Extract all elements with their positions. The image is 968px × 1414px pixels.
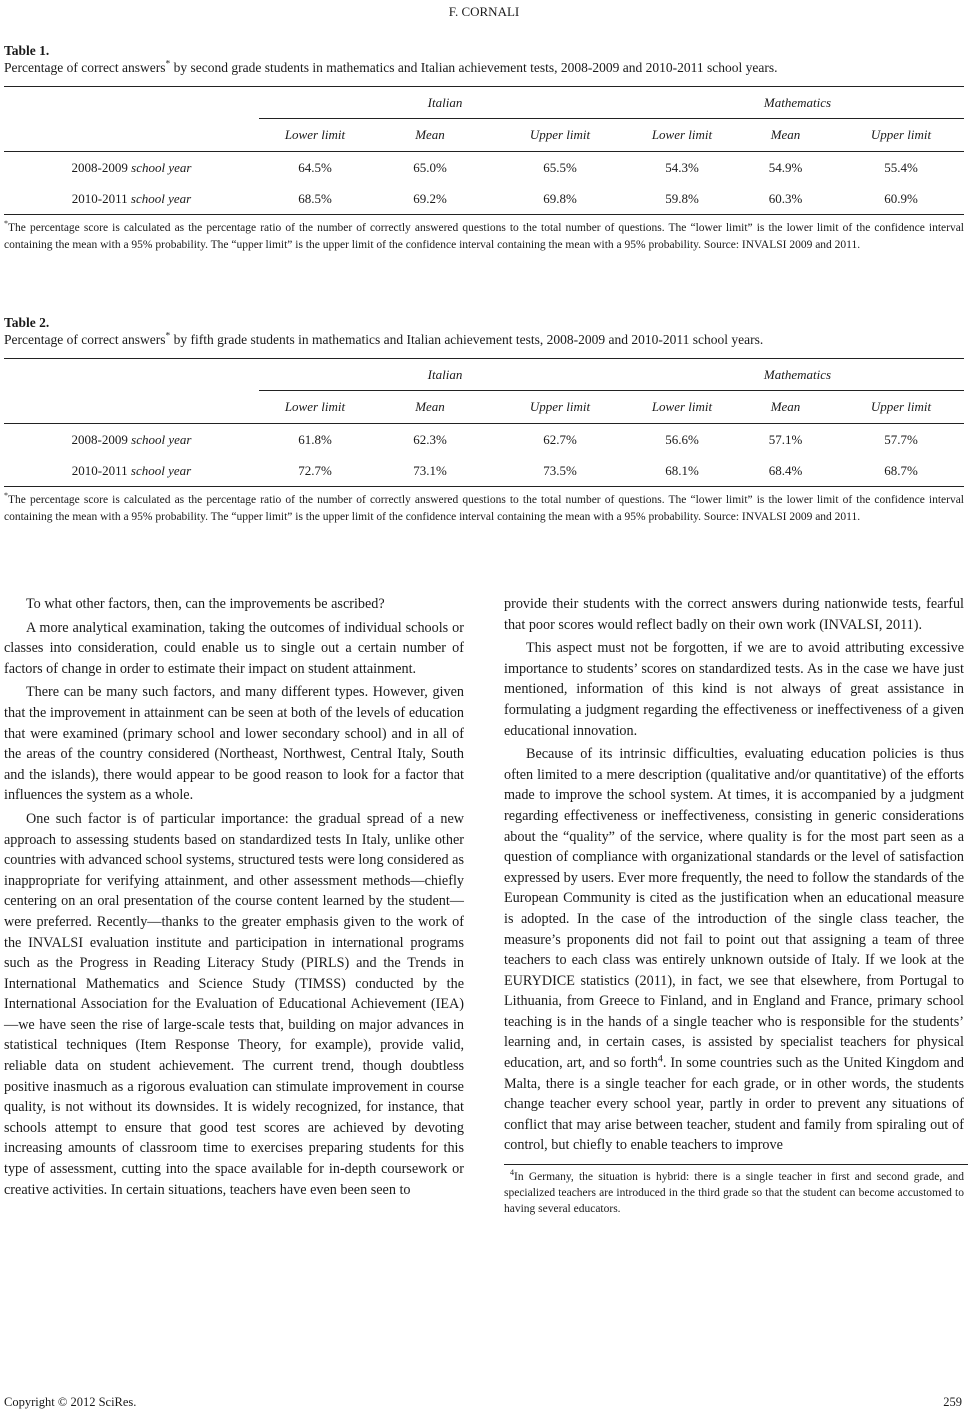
table-2-col-header: Mean	[371, 391, 489, 424]
table-2	[4, 358, 964, 487]
row-label	[4, 455, 259, 487]
table-cell: 68.1%	[631, 455, 733, 487]
table-cell: 60.3%	[733, 183, 838, 215]
table-1-note	[4, 220, 964, 254]
table-cell: 68.4%	[733, 455, 838, 487]
table-cell: 69.2%	[371, 183, 489, 215]
paragraph-part: . In some countries such as the United Kingdom and Malta, there is a single teacher for each grade, or in other words, the students change teacher every school year, partly in order to prevent any situations of conflict that may arise between teacher, student and family from spiraling out of control, but chiefly to enable teachers to improve	[504, 1055, 965, 1154]
table-1-col-header: Mean	[371, 119, 489, 152]
table-2-col-header: Lower limit	[259, 391, 371, 424]
table-cell: 59.8%	[631, 183, 733, 215]
footnote-text: In Germany, the situation is hybrid: there is a single teacher in first and second grade, and specialized teachers are introduced in the third grade so that the student can become accustomed to having several educators.	[504, 1171, 964, 1216]
table-row	[4, 424, 964, 456]
table-2-note	[4, 492, 964, 526]
table-cell: 73.1%	[371, 455, 489, 487]
table-cell: 73.5%	[489, 455, 631, 487]
table-1-label: Table 1.	[4, 43, 50, 58]
table-2-note-text: The percentage score is calculated as the percentage ratio of the number of correctly answered questions to the total number of questions. The “lower limit” is the lower limit of the confidence interval containing the mean with a 95% probability. The “upper limit” is the upper limit of the confidence interval containing the mean with a 95% probability. Source: INVALSI 2009 and 2011.	[4, 494, 964, 523]
row-label	[4, 424, 259, 456]
table-2-caption	[4, 314, 964, 348]
table-1-col-header: Lower limit	[631, 119, 733, 152]
body-paragraph: This aspect must not be forgotten, if we are to avoid attributing excessive importance to students’ scores on standardized tests. As in the case we have just mentioned, information of this kind is not always of great assistance in formulating a judgment regarding the effectiveness or ineffectiveness of a given educational innovation.	[504, 640, 964, 739]
table-cell: 57.7%	[884, 431, 918, 447]
table-1-caption-post: by second grade students in mathematics and Italian achievement tests, 2008-2009 and 2010-2011 school years.	[170, 60, 778, 75]
table-cell: 68.5%	[259, 183, 371, 215]
body-paragraph: To what other factors, then, can the improvements be ascribed?	[26, 596, 385, 612]
table-cell: 72.7%	[259, 455, 371, 487]
body-paragraph: There can be many such factors, and many different types. However, given that the improvement in attainment can be seen at both of the levels of education that were examined (primary school and lower secondary school) and in all of the areas of the country considered (Northeast, Northwest, Central Italy, South and the islands), there would appear to be good reason to look for a factor that influences the system as a whole.	[4, 684, 464, 804]
table-1-note-sup: *	[4, 219, 9, 229]
footnote-divider	[504, 1164, 968, 1165]
table-cell: 56.6%	[665, 431, 699, 447]
table-1-col-header: Upper limit	[838, 119, 964, 152]
body-paragraph: provide their students with the correct answers during nationwide tests, fearful that poor scores would reflect badly on their own work (INVALSI, 2011).	[504, 596, 964, 633]
table-1-col-header: Upper limit	[489, 119, 631, 152]
table-row	[4, 152, 964, 184]
table-2-block	[4, 314, 964, 526]
table-cell: 57.1%	[768, 431, 803, 447]
table-2-col-header: Mean	[733, 391, 838, 424]
table-1-note-text: The percentage score is calculated as the percentage ratio of the number of correctly answered questions to the total number of questions. The “lower limit” is the lower limit of the confidence interval containing the mean with a 95% probability. The “upper limit” is the upper limit of the confidence interval containing the mean with a 95% probability. Source: INVALSI 2009 and 2011.	[4, 222, 964, 251]
row-year: 2008-2009	[71, 159, 128, 175]
table-cell: 62.3%	[413, 431, 447, 447]
table-cell: 55.4%	[884, 159, 918, 175]
table-1-empty-subhead	[4, 119, 259, 152]
table-cell: 65.0%	[413, 159, 447, 175]
row-suffix: school year	[131, 431, 192, 447]
right-column	[504, 594, 964, 1217]
table-cell: 64.5%	[298, 159, 332, 175]
table-cell: 61.8%	[298, 431, 332, 447]
table-cell: 65.5%	[543, 159, 577, 175]
paragraph-part: Because of its intrinsic difficulties, evaluating education policies is thus often limited to a mere description (qualitative and/or quantitative) of the efforts made to improve the school system. At times, it is accompanied by a judgment regarding effectiveness or ineffectiveness, consisting in generic considerations about the “quality” of the service, where quality is for the most part seen as a question of compliance with organizational standards or the level of satisfaction expressed by users. Ever more frequently, the need to follow the standards of the European Community is cited as the justification when an educational measure is adopted. In the case of the introduction of the single class teacher, the measure’s proponents did not fail to point out that assigning a team of three teachers to each class was entirely unknown outside of Italy. If we look at the EURYDICE statistics (2011), in fact, we see that elsewhere, from Portugal to Lithuania, from Greece to Finland, and in England and France, primary school teaching is in the hands of a single teacher who is responsible for the students’ learning and, in certain cases, is assisted by specialist teachers for physical education, art, and so forth	[504, 746, 964, 1072]
table-cell: 62.7%	[543, 431, 577, 447]
table-2-caption-sup: *	[165, 331, 171, 342]
row-suffix: school year	[131, 159, 192, 175]
table-2-caption-pre: Percentage of correct answers	[4, 332, 166, 347]
body-paragraph	[504, 744, 964, 1156]
row-year: 2010-2011	[71, 190, 128, 206]
table-1-col-header: Lower limit	[259, 119, 371, 152]
row-year: 2010-2011	[71, 462, 128, 478]
table-2-empty-head	[4, 359, 259, 391]
table-2-col-header: Upper limit	[489, 391, 631, 424]
row-label	[4, 152, 259, 184]
table-1-block	[4, 42, 964, 254]
table-1-caption-sup: *	[165, 59, 171, 70]
table-cell: 60.9%	[838, 183, 964, 215]
table-2-note-sup: *	[4, 491, 9, 501]
table-1-empty-head	[4, 87, 259, 119]
table-row	[4, 455, 964, 487]
row-suffix: school year	[130, 462, 192, 478]
table-1-caption	[4, 42, 964, 76]
table-1	[4, 86, 964, 215]
table-2-group-italian: Italian	[259, 359, 631, 391]
table-1-group-italian: Italian	[259, 87, 631, 119]
page-number: 259	[943, 1395, 962, 1409]
row-label	[4, 183, 259, 215]
body-paragraph: A more analytical examination, taking the outcomes of individual schools or classes into consideration, could enable us to single out a certain number of factors of change in order to estimate their impact on student attainment.	[4, 619, 464, 677]
table-1-col-header: Mean	[733, 119, 838, 152]
table-2-col-header: Upper limit	[838, 391, 964, 424]
footnote-ref: 4	[657, 1053, 663, 1065]
table-1-group-math: Mathematics	[631, 87, 964, 119]
table-2-col-header: Lower limit	[631, 391, 733, 424]
footnote-marker: 4	[510, 1168, 515, 1178]
row-suffix: school year	[130, 190, 192, 206]
table-cell: 68.7%	[838, 455, 964, 487]
row-year: 2008-2009	[71, 431, 128, 447]
left-column	[4, 594, 464, 1203]
table-row	[4, 183, 964, 215]
table-cell: 54.3%	[665, 159, 699, 175]
running-header: F. CORNALI	[448, 4, 520, 19]
table-2-empty-subhead	[4, 391, 259, 424]
body-paragraph: One such factor is of particular importance: the gradual spread of a new approach to assessing students based on standardized tests In Italy, unlike other countries with advanced school systems, structured tests were long considered as inappropriate for verifying attainment, and other assessment methods—chiefly centering on an oral presentation of the course content learned by the student—were preferred. Recently—thanks to the greater emphasis given to the work of the INVALSI evaluation institute and participation in international programs such as the Progress in Reading Literacy Study (PIRLS) and the Trends in International Mathematics and Science Study (TIMSS) conducted by the International Association for the Evaluation of Educational Achievement (IEA)—we have seen the rise of large-scale tests that, building on major advances in statistical techniques (Item Response Theory, for example), provide valid, reliable data on student achievement. The current trend, though doubtless positive inasmuch as a rigorous evaluation can stimulate improvement in course quality, is not without its downsides. It is widely recognized, for instance, that schools attempt to ensure that good test scores are achieved by devoting increasing amounts of classroom time to exercises preparing students for this type of assessment, cutting into the space available for in-depth coursework or creative activities. In certain situations, teachers have even been seen to	[4, 810, 464, 1198]
table-1-caption-pre: Percentage of correct answers	[4, 60, 166, 75]
table-2-label: Table 2.	[4, 315, 50, 330]
table-cell: 54.9%	[768, 159, 803, 175]
footer-copyright: Copyright © 2012 SciRes.	[4, 1395, 137, 1409]
table-2-group-math: Mathematics	[631, 359, 964, 391]
table-2-caption-post: by fifth grade students in mathematics and Italian achievement tests, 2008-2009 and 2010-2011 school years.	[170, 332, 764, 347]
table-cell: 69.8%	[489, 183, 631, 215]
footnote	[504, 1169, 964, 1217]
